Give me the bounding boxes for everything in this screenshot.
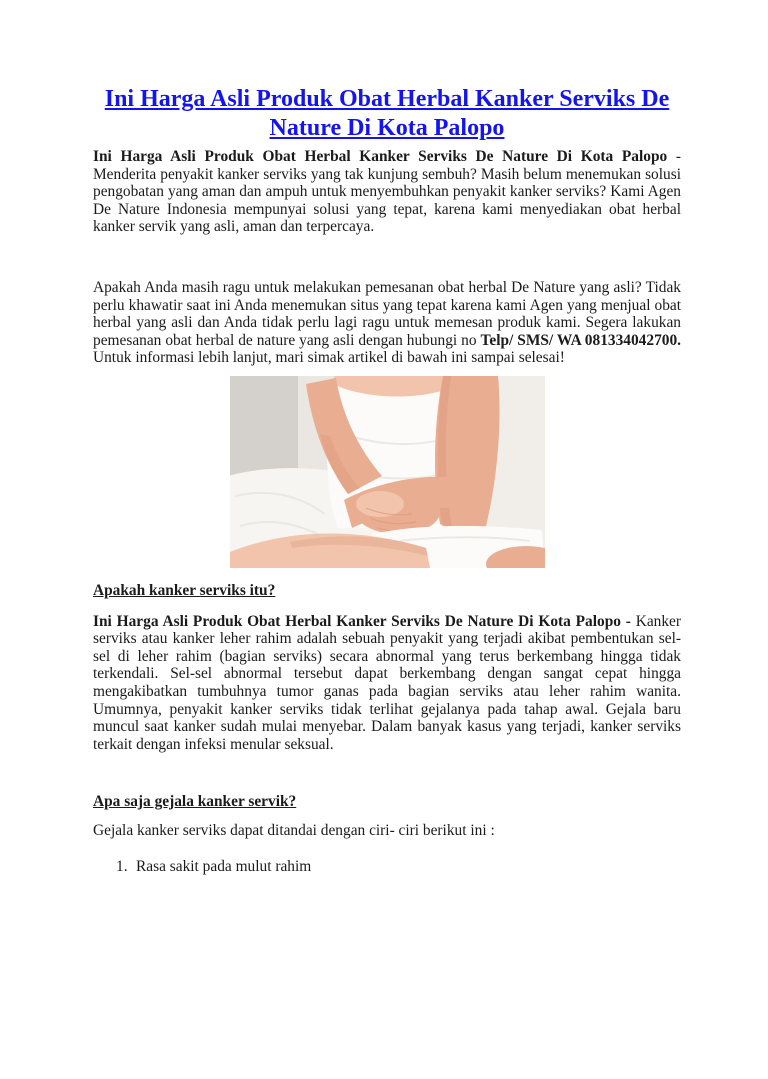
intro-body-text: Menderita penyakit kanker serviks yang tak kunjung sembuh? Masih belum menemukan solusi pengobatan yang aman dan ampuh untuk menyembuhkan penyakit kanker serviks? Kami Agen De Nature Indonesia mempunyai solusi yang tepat, karena kami menyediakan obat herbal kanker servik yang asli, aman dan terpercaya.	[93, 165, 681, 236]
order-body-start: Apakah Anda masih ragu untuk melakukan pemesanan obat herbal De Nature yang asli? Tidak perlu khawatir saat ini Anda menemukan situs yang tepat karena kami Agen yang menjual obat herbal yang asli dan Anda tidak perlu lagi ragu untuk memesan produk kami. Segera lakukan pemesanan obat herbal de nature yang asli dengan hubungi no	[93, 278, 681, 349]
what-is-body-text: Kanker serviks atau kanker leher rahim adalah sebuah penyakit yang terjadi akibat pembentukan sel-sel di leher rahim (bagian serviks) secara abnormal yang terus berkembang hingga tidak terkendali. Sel-sel abnormal tersebut dapat berkembang dengan sangat cepat hingga mengakibatkan tumbuhnya tumor ganas pada bagian serviks atau leher rahim wanita. Umumnya, penyakit kanker serviks tidak terlihat gejalanya pada tahap awal. Gejala baru muncul saat kanker sudah mulai menyebar. Dalam banyak kasus yang terjadi, kanker serviks terkait dengan infeksi menular seksual.	[93, 612, 681, 753]
symptom-list-item	[93, 858, 681, 876]
order-paragraph	[93, 279, 681, 367]
what-is-lead-bold: Ini Harga Asli Produk Obat Herbal Kanker Serviks De Nature Di Kota Palopo -	[93, 612, 636, 630]
section-heading-symptoms: Apa saja gejala kanker servik?	[93, 793, 297, 811]
article-title-link[interactable]: Ini Harga Asli Produk Obat Herbal Kanker Serviks De Nature Di Kota Palopo	[104, 86, 670, 141]
list-item-number: 1.	[116, 858, 128, 876]
what-is-paragraph	[93, 613, 681, 754]
section-heading-what-is-cervical-cancer: Apakah kanker serviks itu?	[93, 581, 276, 599]
intro-paragraph	[93, 148, 681, 236]
symptoms-intro-text: Gejala kanker serviks dapat ditandai dengan ciri- ciri berikut ini :	[93, 821, 495, 839]
intro-lead-bold: Ini Harga Asli Produk Obat Herbal Kanker Serviks De Nature Di Kota Palopo	[93, 148, 668, 165]
document-page	[0, 85, 768, 1079]
stomach-pain-photo	[230, 376, 545, 568]
symptom-list	[93, 858, 681, 876]
order-body-end: Untuk informasi lebih lanjut, mari simak artikel di bawah ini sampai selesai!	[93, 349, 565, 367]
article-photo-figure	[93, 376, 681, 568]
contact-phone-number: Telp/ SMS/ WA 081334042700.	[480, 331, 682, 349]
intro-dash: -	[667, 148, 681, 165]
list-item-text: Rasa sakit pada mulut rahim	[136, 858, 312, 876]
